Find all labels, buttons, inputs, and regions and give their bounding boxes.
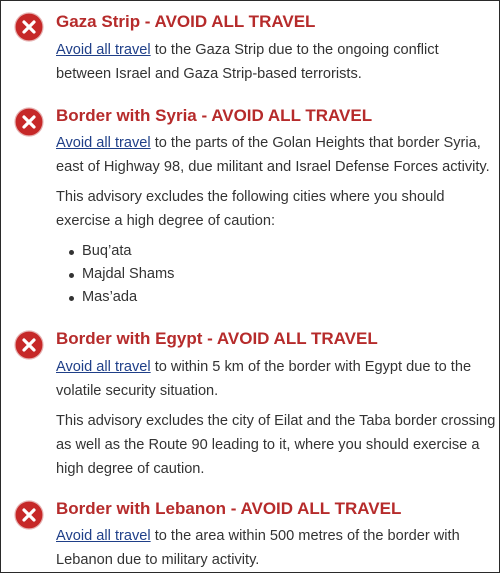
list-item: Mas’ada <box>56 286 174 309</box>
avoid-travel-icon <box>14 330 44 360</box>
avoid-all-travel-link[interactable]: Avoid all travel <box>56 359 151 375</box>
avoid-travel-icon <box>14 107 44 137</box>
advisory-text <box>56 355 496 403</box>
advisory-text-line2: between Israel and Gaza Strip-based terrorists. <box>56 66 362 82</box>
advisory-text-line2: Lebanon due to military activity. <box>56 552 260 568</box>
advisory-title: Border with Egypt - AVOID ALL TRAVEL <box>56 329 378 348</box>
exclusion-line3: high degree of caution. <box>56 461 205 477</box>
advisory-text-line1: to the Gaza Strip due to the ongoing conflict <box>150 42 439 58</box>
advisory-text <box>56 38 496 86</box>
list-item: Buq’ata <box>56 240 174 263</box>
advisory-exclusion-note <box>56 185 496 233</box>
advisory-title: Border with Lebanon - AVOID ALL TRAVEL <box>56 499 402 518</box>
advisory-text-line1: to the parts of the Golan Heights that border Syria, <box>150 135 481 151</box>
avoid-all-travel-link[interactable]: Avoid all travel <box>56 135 151 151</box>
exclusion-line2: exercise a high degree of caution: <box>56 213 276 229</box>
advisory-text-line2: volatile security situation. <box>56 383 219 399</box>
advisory-title: Gaza Strip - AVOID ALL TRAVEL <box>56 12 316 31</box>
excluded-cities-list <box>56 240 174 309</box>
avoid-travel-icon <box>14 500 44 530</box>
exclusion-line1: This advisory excludes the following cities where you should <box>56 189 445 205</box>
exclusion-line2: as well as the Route 90 leading to it, where you should exercise a <box>56 437 480 453</box>
exclusion-line1: This advisory excludes the city of Eilat and the Taba border crossing <box>56 413 496 429</box>
avoid-all-travel-link[interactable]: Avoid all travel <box>56 42 151 58</box>
advisory-title: Border with Syria - AVOID ALL TRAVEL <box>56 106 373 125</box>
advisory-text-line1: to within 5 km of the border with Egypt due to the <box>150 359 472 375</box>
advisory-text-line2: east of Highway 98, due militant and Israel Defense Forces activity. <box>56 159 490 175</box>
advisory-text <box>56 131 496 179</box>
advisory-text <box>56 524 496 572</box>
list-item: Majdal Shams <box>56 263 174 286</box>
avoid-travel-icon <box>14 12 44 42</box>
avoid-all-travel-link[interactable]: Avoid all travel <box>56 528 151 544</box>
advisory-text-line1: to the area within 500 metres of the border with <box>150 528 460 544</box>
advisory-exclusion-note <box>56 409 496 481</box>
